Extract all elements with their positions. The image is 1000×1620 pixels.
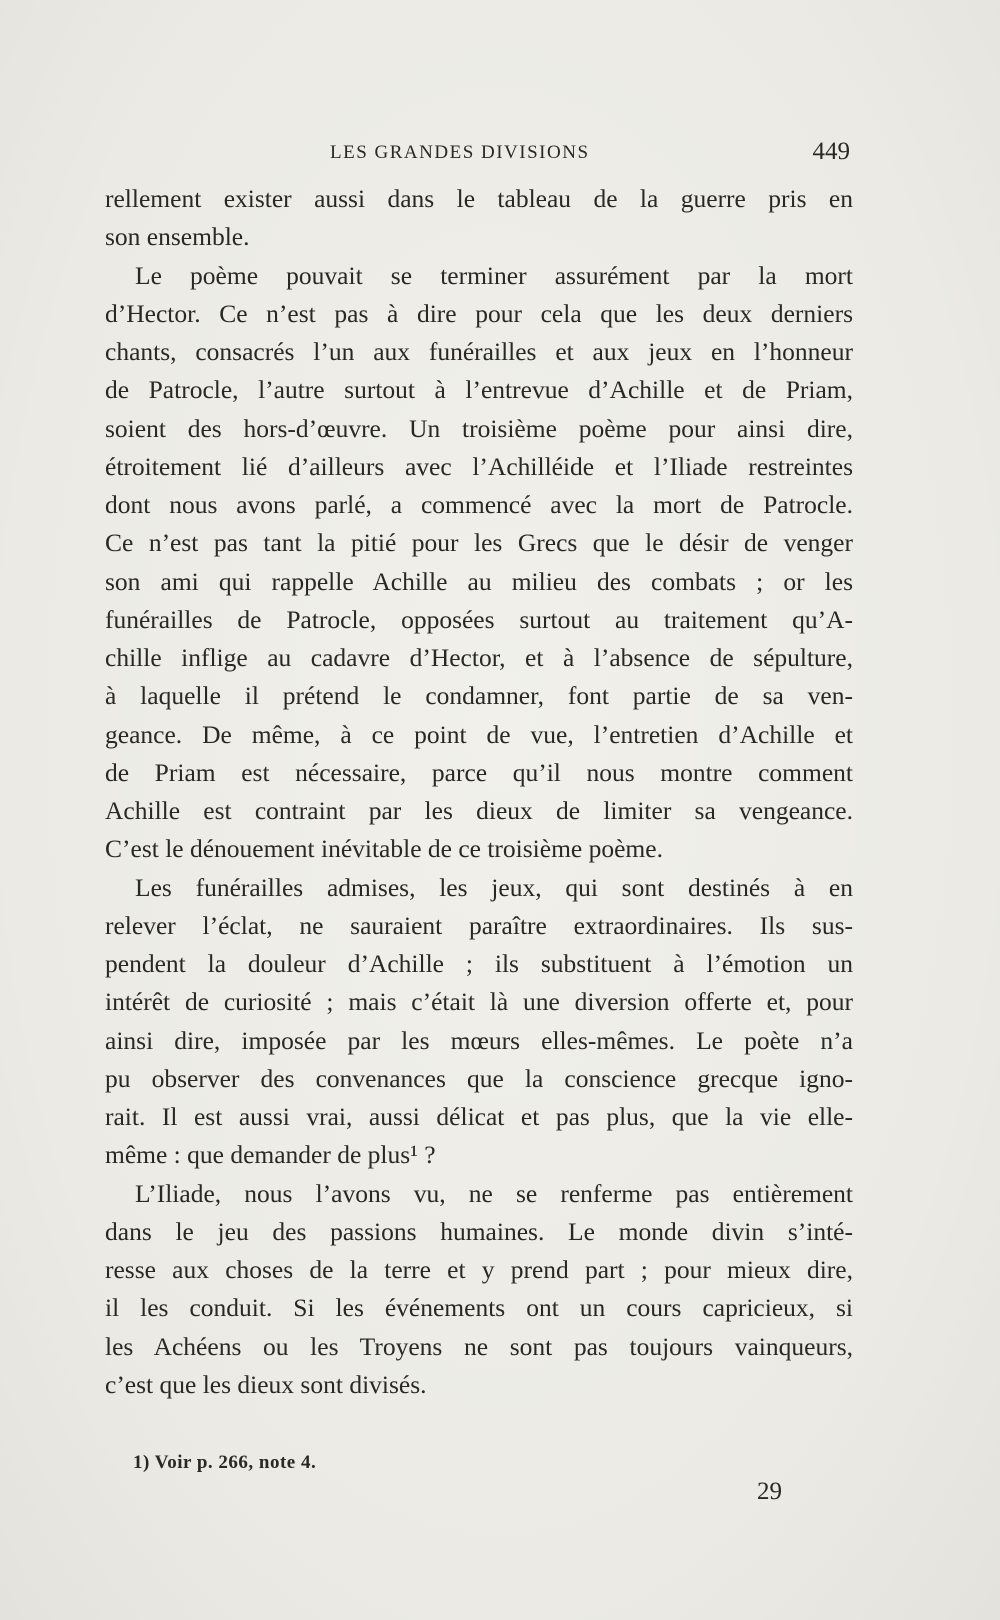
text-line: ainsi dire, imposée par les mœurs elles-mêmes. Le poète n’a: [105, 1025, 853, 1055]
text-line: de Priam est nécessaire, parce qu’il nous montre comment: [105, 757, 853, 787]
text-line: dont nous avons parlé, a commencé avec la mort de Patrocle.: [105, 490, 853, 519]
body-text: [105, 180, 853, 1404]
text-line: geance. De même, à ce point de vue, l’entretien d’Achille et: [105, 719, 853, 749]
text-line: Les funérailles admises, les jeux, qui sont destinés à en: [135, 872, 853, 902]
text-line: relever l’éclat, ne sauraient paraître extraordinaires. Ils sus-: [105, 910, 853, 940]
text-line: Le poème pouvait se terminer assurément par la mort: [135, 260, 853, 290]
running-head: [330, 140, 850, 170]
text-line: funérailles de Patrocle, opposées surtout au traitement qu’A-: [105, 604, 853, 634]
text-line: C’est le dénouement inévitable de ce troisième poème.: [105, 834, 663, 864]
text-line: chants, consacrés l’un aux funérailles et aux jeux en l’honneur: [105, 337, 853, 366]
text-line: pendent la douleur d’Achille ; ils substituent à l’émotion un: [105, 949, 853, 978]
text-line: son ami qui rappelle Achille au milieu des combats ; or les: [105, 566, 853, 596]
text-line: à laquelle il prétend le condamner, font partie de sa ven-: [105, 681, 853, 711]
text-line: pu observer des convenances que la conscience grecque igno-: [105, 1063, 853, 1093]
text-line: soient des hors-d’œuvre. Un troisième poème pour ainsi dire,: [105, 413, 853, 443]
signature-mark: 29: [757, 1478, 782, 1505]
text-line: d’Hector. Ce n’est pas à dire pour cela que les deux derniers: [105, 298, 853, 328]
text-line: intérêt de curiosité ; mais c’était là une diversion offerte et, pour: [105, 987, 853, 1017]
text-line: L’Iliade, nous l’avons vu, ne se renferme pas entièrement: [135, 1178, 853, 1208]
text-line: il les conduit. Si les événements ont un cours capricieux, si: [105, 1293, 853, 1323]
text-line: c’est que les dieux sont divisés.: [105, 1369, 427, 1399]
text-line: rait. Il est aussi vrai, aussi délicat et pas plus, que la vie elle-: [105, 1102, 853, 1131]
text-line: dans le jeu des passions humaines. Le monde divin s’inté-: [105, 1216, 853, 1246]
text-line: rellement exister aussi dans le tableau de la guerre pris en: [105, 184, 853, 213]
text-line: étroitement lié d’ailleurs avec l’Achilléide et l’Iliade restreintes: [105, 451, 853, 481]
text-line: de Patrocle, l’autre surtout à l’entrevue d’Achille et de Priam,: [105, 375, 853, 405]
footnote: 1) Voir p. 266, note 4.: [133, 1452, 317, 1473]
text-line: Achille est contraint par les dieux de limiter sa vengeance.: [105, 796, 853, 825]
page-number: 449: [812, 138, 850, 165]
text-line: chille inflige au cadavre d’Hector, et à l’absence de sépulture,: [105, 643, 853, 672]
text-line: resse aux choses de la terre et y prend part ; pour mieux dire,: [105, 1255, 853, 1284]
text-line: Ce n’est pas tant la pitié pour les Grecs que le désir de venger: [105, 528, 853, 558]
text-line: même : que demander de plus¹ ?: [105, 1140, 436, 1170]
running-title: LES GRANDES DIVISIONS: [330, 142, 590, 163]
text-line: les Achéens ou les Troyens ne sont pas toujours vainqueurs,: [105, 1331, 853, 1361]
text-line: son ensemble.: [105, 222, 250, 252]
